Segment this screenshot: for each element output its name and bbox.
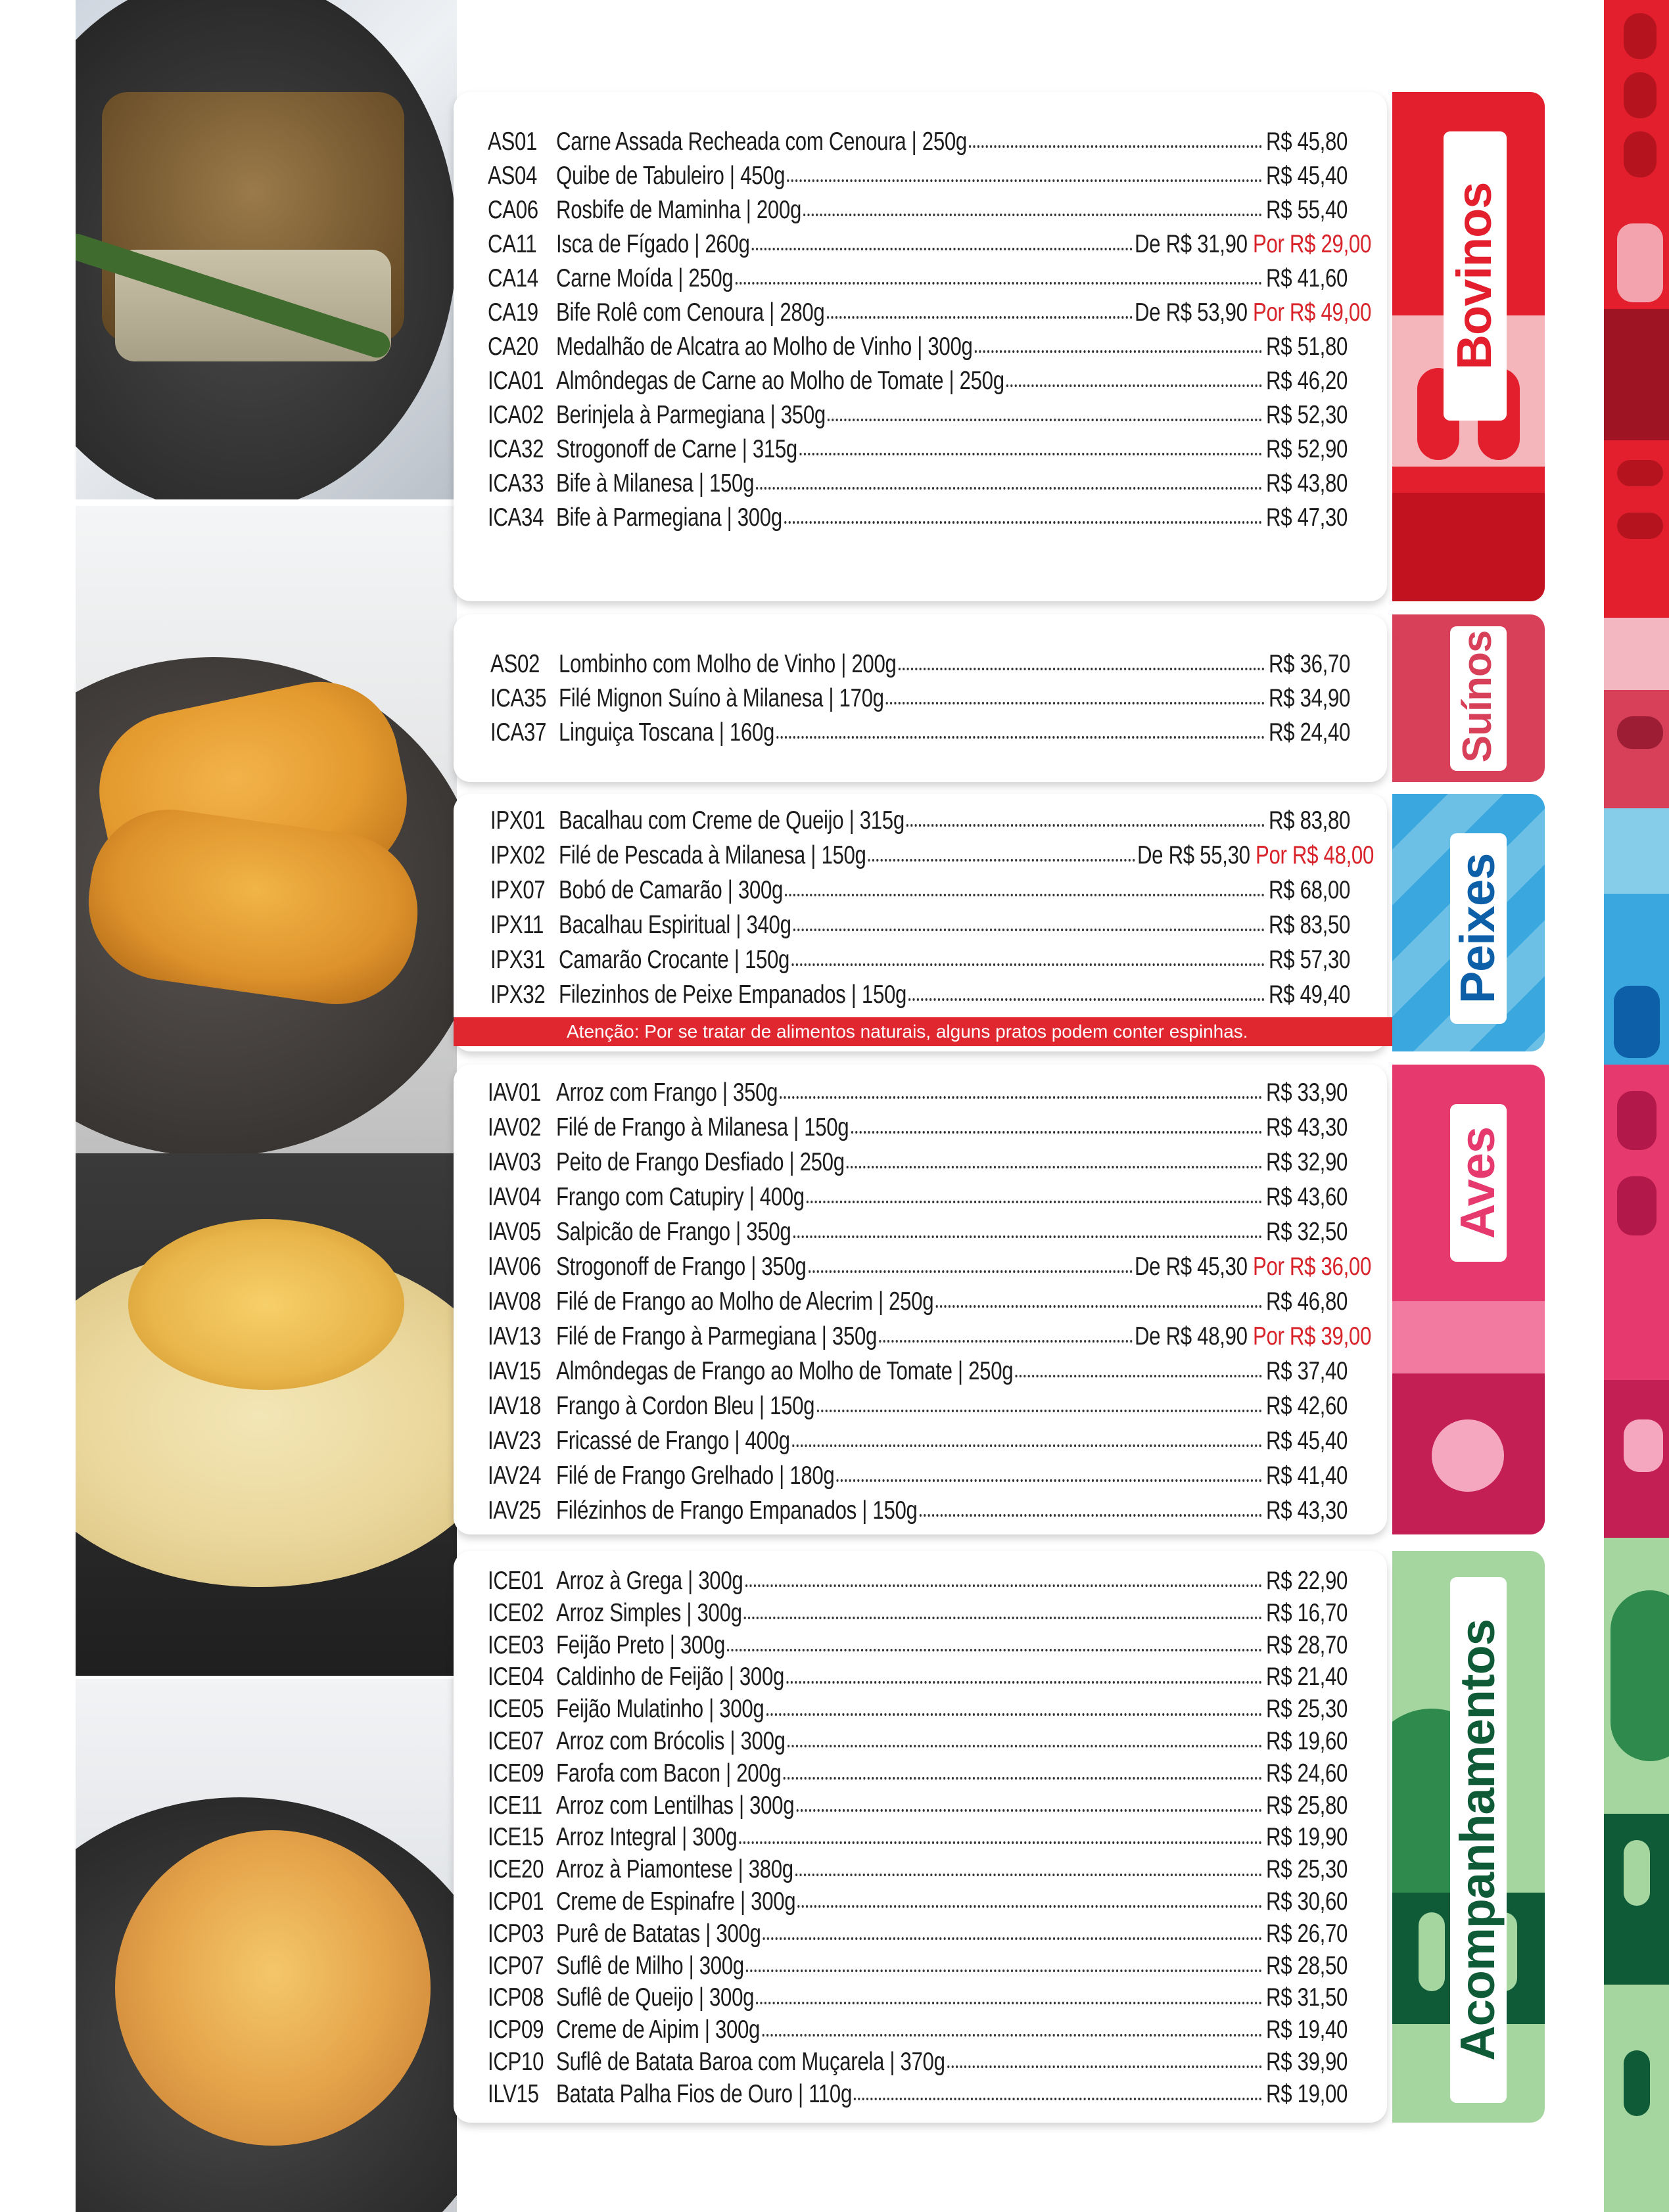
- item-code: ICA01: [488, 367, 544, 395]
- item-name: Batata Palha Fios de Ouro | 110g: [556, 2079, 852, 2108]
- item-price: R$ 28,50: [1266, 1951, 1348, 1980]
- item-code: ICE04: [488, 1663, 544, 1692]
- dot-leader: [786, 1681, 1261, 1684]
- item-price: R$ 43,30: [1266, 1113, 1348, 1141]
- item-name: Creme de Aipim | 300g: [556, 2016, 761, 2044]
- menu-item-row: [488, 398, 1371, 432]
- sale-price: [1137, 838, 1374, 873]
- item-name: Arroz com Brócolis | 300g: [556, 1726, 786, 1755]
- item-price: R$ 68,00: [1269, 876, 1351, 904]
- item-name: Filé Mignon Suíno à Milanesa | 170g: [559, 684, 884, 712]
- item-price: R$ 42,60: [1266, 1392, 1348, 1420]
- menu-item-row: [488, 2046, 1371, 2079]
- item-name: Almôndegas de Frango ao Molho de Tomate | 250g: [556, 1357, 1014, 1385]
- item-name: Almôndegas de Carne ao Molho de Tomate | 250g: [556, 367, 1004, 395]
- menu-item-row: [488, 1110, 1371, 1145]
- sale-price: [1135, 1319, 1371, 1354]
- item-price: R$ 32,90: [1266, 1148, 1348, 1176]
- menu-item-row: [488, 125, 1371, 159]
- menu-item-row: [488, 1630, 1371, 1662]
- item-price: R$ 51,80: [1266, 333, 1348, 361]
- item-list: [488, 125, 1369, 535]
- dot-leader: [920, 1514, 1262, 1517]
- menu-item-row: [488, 1565, 1371, 1598]
- dot-leader: [785, 894, 1264, 896]
- item-code: IAV05: [488, 1218, 542, 1246]
- menu-item-row: [488, 1493, 1371, 1528]
- dot-leader: [879, 1340, 1133, 1343]
- menu-item-row: [488, 467, 1371, 501]
- item-price: R$ 41,60: [1266, 264, 1348, 292]
- dot-leader: [975, 350, 1262, 353]
- menu-item-row: [490, 647, 1374, 681]
- item-name: Isca de Fígado | 260g: [556, 230, 750, 258]
- dot-leader: [763, 1937, 1262, 1940]
- section-title: Acompanhamentos: [1450, 1619, 1505, 2061]
- dot-leader: [793, 929, 1265, 931]
- item-code: ICE02: [488, 1598, 544, 1627]
- item-name: Frango com Catupiry | 400g: [556, 1183, 805, 1211]
- old-price: De R$ 48,90: [1134, 1322, 1248, 1350]
- item-code: ICP09: [488, 2016, 544, 2044]
- dot-leader: [727, 1649, 1261, 1651]
- item-name: Linguiça Toscana | 160g: [559, 718, 775, 747]
- sale-price: [1135, 227, 1371, 262]
- item-name: Arroz à Piamontese | 380g: [556, 1855, 793, 1884]
- card-peixes: [454, 794, 1387, 1051]
- item-code: ICA02: [488, 401, 544, 429]
- item-code: ICA35: [490, 684, 547, 712]
- dot-leader: [847, 1166, 1262, 1168]
- decorative-strip: [1604, 1538, 1669, 2212]
- item-price: R$ 45,40: [1266, 1427, 1348, 1455]
- item-code: IAV02: [488, 1113, 542, 1141]
- decorative-strip: [1604, 618, 1669, 808]
- item-price: R$ 24,60: [1266, 1759, 1348, 1787]
- decorative-strip: [1604, 808, 1669, 1065]
- item-code: IPX11: [490, 911, 544, 939]
- item-name: Quibe de Tabuleiro | 450g: [556, 162, 786, 190]
- item-name: Carne Assada Recheada com Cenoura | 250g: [556, 127, 967, 156]
- old-price: De R$ 55,30: [1137, 841, 1250, 869]
- item-price: R$ 45,40: [1266, 162, 1348, 190]
- item-code: CA19: [488, 298, 538, 327]
- old-price: De R$ 45,30: [1134, 1253, 1248, 1281]
- menu-item-row: [490, 977, 1374, 1012]
- menu-item-row: [488, 1918, 1371, 1950]
- dot-leader: [740, 1841, 1262, 1844]
- menu-item-row: [488, 1075, 1371, 1110]
- item-name: Feijão Preto | 300g: [556, 1630, 725, 1659]
- dot-leader: [803, 214, 1261, 216]
- menu-item-row: [488, 1886, 1371, 1918]
- menu-item-row: [488, 1249, 1371, 1284]
- item-code: ICP07: [488, 1951, 544, 1980]
- item-price: R$ 31,50: [1266, 1983, 1348, 2012]
- dot-leader: [854, 2098, 1261, 2100]
- dot-leader: [969, 145, 1261, 148]
- dot-leader: [756, 487, 1261, 490]
- item-code: AS01: [488, 127, 538, 156]
- menu-item-row: [488, 432, 1371, 467]
- menu-item-row: [488, 1982, 1371, 2014]
- decorative-strip: [1604, 0, 1669, 618]
- item-name: Filé de Pescada à Milanesa | 150g: [559, 841, 866, 869]
- menu-item-row: [488, 1214, 1371, 1249]
- menu-item-row: [488, 1726, 1371, 1758]
- item-code: IAV13: [488, 1322, 542, 1350]
- item-code: ICA33: [488, 469, 544, 497]
- menu-item-row: [488, 1180, 1371, 1214]
- tab-aves: [1392, 1065, 1545, 1534]
- tab-peixes: [1392, 794, 1545, 1051]
- item-name: Carne Moída | 250g: [556, 264, 734, 292]
- menu-item-row: [488, 1354, 1371, 1389]
- item-code: IPX02: [490, 841, 546, 869]
- item-code: CA06: [488, 196, 538, 224]
- item-code: ICA37: [490, 718, 547, 747]
- item-name: Arroz à Grega | 300g: [556, 1567, 743, 1595]
- menu-item-row: [488, 1661, 1371, 1694]
- item-code: ICE15: [488, 1823, 544, 1852]
- item-name: Bacalhau com Creme de Queijo | 315g: [559, 806, 905, 835]
- item-name: Creme de Espinafre | 300g: [556, 1887, 796, 1916]
- item-name: Berinjela à Parmegiana | 350g: [556, 401, 826, 429]
- menu-item-row: [490, 803, 1374, 838]
- dot-leader: [1015, 1375, 1261, 1377]
- item-name: Bacalhau Espiritual | 340g: [559, 911, 791, 939]
- item-name: Salpicão de Frango | 350g: [556, 1218, 791, 1246]
- item-code: ICE01: [488, 1567, 544, 1595]
- dot-leader: [868, 859, 1135, 862]
- menu-item-row: [488, 1822, 1371, 1854]
- item-list: [488, 1075, 1369, 1528]
- dot-leader: [776, 736, 1264, 739]
- item-name: Medalhão de Alcatra ao Molho de Vinho | 300g: [556, 333, 973, 361]
- item-code: ICE05: [488, 1695, 544, 1724]
- dot-leader: [762, 2034, 1261, 2037]
- item-code: ICE11: [488, 1791, 542, 1820]
- item-name: Rosbife de Maminha | 200g: [556, 196, 801, 224]
- menu-item-row: [490, 873, 1374, 908]
- menu-item-row: [490, 681, 1374, 716]
- menu-item-row: [490, 942, 1374, 977]
- dot-leader: [851, 1131, 1262, 1134]
- item-name: Arroz com Frango | 350g: [556, 1078, 778, 1107]
- dot-leader: [947, 2065, 1262, 2068]
- new-price: Por R$ 48,00: [1255, 841, 1374, 869]
- new-price: Por R$ 49,00: [1252, 298, 1371, 327]
- dot-leader: [766, 1713, 1262, 1716]
- dot-leader: [784, 521, 1262, 524]
- menu-item-row: [488, 227, 1371, 262]
- item-price: R$ 19,90: [1266, 1823, 1348, 1852]
- dot-leader: [787, 179, 1261, 182]
- item-name: Suflê de Milho | 300g: [556, 1951, 744, 1980]
- item-name: Bife à Milanesa | 150g: [556, 469, 755, 497]
- section-title: Bovinos: [1447, 182, 1501, 370]
- item-price: R$ 25,30: [1266, 1855, 1348, 1884]
- item-code: AS02: [490, 650, 540, 678]
- tab-bovinos: [1392, 92, 1545, 601]
- item-name: Filézinhos de Frango Empanados | 150g: [556, 1496, 918, 1525]
- item-price: R$ 30,60: [1266, 1887, 1348, 1916]
- dot-leader: [807, 1201, 1262, 1203]
- menu-item-row: [490, 716, 1374, 750]
- item-name: Filé de Frango à Parmegiana | 350g: [556, 1322, 878, 1350]
- item-code: ICP10: [488, 2047, 544, 2076]
- dot-leader: [906, 824, 1265, 827]
- dot-leader: [793, 1235, 1262, 1238]
- item-price: R$ 25,80: [1266, 1791, 1348, 1820]
- menu-item-row: [488, 501, 1371, 535]
- item-price: R$ 57,30: [1269, 946, 1351, 974]
- dot-leader: [798, 1905, 1262, 1908]
- item-code: CA11: [488, 230, 537, 258]
- tab-acompanhamentos: [1392, 1551, 1545, 2123]
- new-price: Por R$ 36,00: [1252, 1253, 1371, 1281]
- menu-item-row: [488, 330, 1371, 364]
- item-price: R$ 25,30: [1266, 1695, 1348, 1724]
- item-price: R$ 21,40: [1266, 1663, 1348, 1692]
- item-name: Camarão Crocante | 150g: [559, 946, 790, 974]
- item-name: Arroz Simples | 300g: [556, 1598, 742, 1627]
- item-price: R$ 45,80: [1266, 127, 1348, 156]
- menu-item-row: [488, 1694, 1371, 1726]
- item-code: ICE20: [488, 1855, 544, 1884]
- section-title: Suínos: [1455, 630, 1500, 763]
- dot-leader: [784, 1777, 1262, 1780]
- menu-item-row: [488, 1423, 1371, 1458]
- dot-leader: [792, 1444, 1262, 1447]
- dot-leader: [828, 419, 1261, 421]
- photo-frango: [76, 1153, 457, 1676]
- item-price: R$ 34,90: [1269, 684, 1351, 712]
- dot-leader: [791, 963, 1264, 966]
- dot-leader: [756, 2002, 1261, 2004]
- card-bovinos: [454, 92, 1387, 601]
- menu-item-row: [488, 1145, 1371, 1180]
- item-code: IAV18: [488, 1392, 542, 1420]
- item-price: R$ 33,90: [1266, 1078, 1348, 1107]
- item-name: Filé de Frango ao Molho de Alecrim | 250g: [556, 1287, 934, 1316]
- item-name: Filé de Frango Grelhado | 180g: [556, 1462, 835, 1490]
- sale-price: [1135, 1249, 1371, 1284]
- item-price: R$ 36,70: [1269, 650, 1351, 678]
- dot-leader: [744, 1617, 1262, 1619]
- item-name: Arroz Integral | 300g: [556, 1823, 738, 1852]
- dot-leader: [736, 282, 1262, 285]
- item-price: R$ 52,30: [1266, 401, 1348, 429]
- old-price: De R$ 31,90: [1134, 230, 1248, 258]
- sale-price: [1135, 296, 1371, 330]
- item-name: Bife à Parmegiana | 300g: [556, 503, 782, 532]
- item-code: ICP01: [488, 1887, 544, 1916]
- dot-leader: [935, 1305, 1261, 1308]
- menu-item-row: [488, 1458, 1371, 1493]
- item-code: IPX01: [490, 806, 546, 835]
- menu-item-row: [488, 1598, 1371, 1630]
- item-price: R$ 83,80: [1269, 806, 1351, 835]
- item-name: Lombinho com Molho de Vinho | 200g: [559, 650, 897, 678]
- item-price: R$ 26,70: [1266, 1919, 1348, 1948]
- item-name: Filezinhos de Peixe Empanados | 150g: [559, 980, 907, 1009]
- photo-arroz: [76, 1679, 457, 2212]
- item-list: [488, 1565, 1369, 2111]
- item-name: Strogonoff de Frango | 350g: [556, 1253, 807, 1281]
- dot-leader: [908, 998, 1264, 1001]
- dot-leader: [795, 1874, 1262, 1876]
- dot-leader: [816, 1410, 1261, 1412]
- decorative-strip: [1604, 1065, 1669, 1538]
- dot-leader: [787, 1745, 1262, 1747]
- card-aves: [454, 1065, 1387, 1534]
- dot-leader: [886, 702, 1265, 704]
- item-code: IAV24: [488, 1462, 542, 1490]
- item-list: [490, 647, 1371, 750]
- tab-suinos: [1392, 614, 1545, 782]
- menu-item-row: [488, 2014, 1371, 2046]
- dot-leader: [746, 1970, 1262, 1972]
- item-price: R$ 49,40: [1269, 980, 1351, 1009]
- item-price: R$ 47,30: [1266, 503, 1348, 532]
- item-code: IAV01: [488, 1078, 542, 1107]
- item-price: R$ 43,80: [1266, 469, 1348, 497]
- menu-item-row: [488, 1790, 1371, 1822]
- item-code: ICE03: [488, 1630, 544, 1659]
- item-code: IAV08: [488, 1287, 542, 1316]
- item-name: Filé de Frango à Milanesa | 150g: [556, 1113, 849, 1141]
- card-suinos: [454, 614, 1387, 782]
- item-price: R$ 46,80: [1266, 1287, 1348, 1316]
- new-price: Por R$ 39,00: [1252, 1322, 1371, 1350]
- dot-leader: [837, 1479, 1262, 1482]
- menu-item-row: [488, 1854, 1371, 1886]
- item-price: R$ 55,40: [1266, 196, 1348, 224]
- item-name: Bife Rolê com Cenoura | 280g: [556, 298, 825, 327]
- item-code: ILV15: [488, 2079, 539, 2108]
- menu-item-row: [488, 1389, 1371, 1423]
- dot-leader: [827, 316, 1133, 319]
- photo-file-milanesa: [76, 506, 457, 1153]
- item-code: IAV03: [488, 1148, 542, 1176]
- item-code: ICA34: [488, 503, 544, 532]
- item-price: R$ 37,40: [1266, 1357, 1348, 1385]
- item-price: R$ 16,70: [1266, 1598, 1348, 1627]
- item-list: [490, 803, 1374, 1012]
- item-code: IAV06: [488, 1253, 542, 1281]
- item-code: IAV15: [488, 1357, 542, 1385]
- menu-item-row: [488, 1319, 1371, 1354]
- item-code: IAV04: [488, 1183, 542, 1211]
- item-name: Peito de Frango Desfiado | 250g: [556, 1148, 845, 1176]
- item-code: IPX31: [490, 946, 546, 974]
- item-code: ICA32: [488, 435, 544, 463]
- item-price: R$ 19,40: [1266, 2016, 1348, 2044]
- card-acompanhamentos: [454, 1551, 1387, 2123]
- item-code: IAV25: [488, 1496, 542, 1525]
- item-name: Purê de Batatas | 300g: [556, 1919, 761, 1948]
- menu-item-row: [488, 159, 1371, 193]
- dot-leader: [752, 248, 1133, 250]
- section-title: Peixes: [1450, 853, 1505, 1004]
- item-price: R$ 19,60: [1266, 1726, 1348, 1755]
- item-code: IPX32: [490, 980, 546, 1009]
- dot-leader: [796, 1809, 1261, 1812]
- item-price: R$ 24,40: [1269, 718, 1351, 747]
- item-price: R$ 28,70: [1266, 1630, 1348, 1659]
- item-name: Suflê de Batata Baroa com Muçarela | 370g: [556, 2047, 945, 2076]
- menu-item-row: [488, 193, 1371, 227]
- menu-item-row: [490, 838, 1374, 873]
- section-title: Aves: [1450, 1126, 1505, 1239]
- menu-item-row: [488, 1758, 1371, 1790]
- dot-leader: [745, 1584, 1262, 1587]
- item-name: Caldinho de Feijão | 300g: [556, 1663, 785, 1692]
- item-name: Fricassé de Frango | 400g: [556, 1427, 790, 1455]
- item-code: ICP08: [488, 1983, 544, 2012]
- dot-leader: [899, 668, 1265, 670]
- item-code: ICP03: [488, 1919, 544, 1948]
- item-code: AS04: [488, 162, 538, 190]
- menu-item-row: [488, 296, 1371, 330]
- item-code: CA14: [488, 264, 538, 292]
- menu-item-row: [488, 262, 1371, 296]
- item-name: Farofa com Bacon | 200g: [556, 1759, 782, 1787]
- item-code: ICE09: [488, 1759, 544, 1787]
- dot-leader: [809, 1270, 1133, 1273]
- old-price: De R$ 53,90: [1134, 298, 1248, 327]
- notice-espinhas: Atenção: Por se tratar de alimentos naturais, alguns pratos podem conter espinhas.: [454, 1017, 1392, 1046]
- item-code: ICE07: [488, 1726, 544, 1755]
- item-code: CA20: [488, 333, 538, 361]
- item-price: R$ 43,30: [1266, 1496, 1348, 1525]
- item-price: R$ 41,40: [1266, 1462, 1348, 1490]
- new-price: Por R$ 29,00: [1252, 230, 1371, 258]
- menu-item-row: [488, 1284, 1371, 1319]
- item-name: Suflê de Queijo | 300g: [556, 1983, 755, 2012]
- item-name: Feijão Mulatinho | 300g: [556, 1695, 764, 1724]
- item-price: R$ 83,50: [1269, 911, 1351, 939]
- item-price: R$ 19,00: [1266, 2079, 1348, 2108]
- item-name: Frango à Cordon Bleu | 150g: [556, 1392, 815, 1420]
- menu-item-row: [490, 908, 1374, 942]
- dot-leader: [1006, 384, 1262, 387]
- item-name: Strogonoff de Carne | 315g: [556, 435, 797, 463]
- item-price: R$ 43,60: [1266, 1183, 1348, 1211]
- item-price: R$ 32,50: [1266, 1218, 1348, 1246]
- menu-item-row: [488, 2079, 1371, 2111]
- item-name: Arroz com Lentilhas | 300g: [556, 1791, 795, 1820]
- menu-item-row: [488, 1950, 1371, 1983]
- item-name: Bobó de Camarão | 300g: [559, 876, 784, 904]
- item-price: R$ 46,20: [1266, 367, 1348, 395]
- menu-item-row: [488, 364, 1371, 398]
- item-price: R$ 22,90: [1266, 1567, 1348, 1595]
- item-price: R$ 52,90: [1266, 435, 1348, 463]
- item-price: R$ 39,90: [1266, 2047, 1348, 2076]
- dot-leader: [780, 1096, 1261, 1099]
- item-code: IAV23: [488, 1427, 542, 1455]
- item-code: IPX07: [490, 876, 546, 904]
- dot-leader: [799, 453, 1261, 455]
- photo-quibe: [76, 0, 457, 499]
